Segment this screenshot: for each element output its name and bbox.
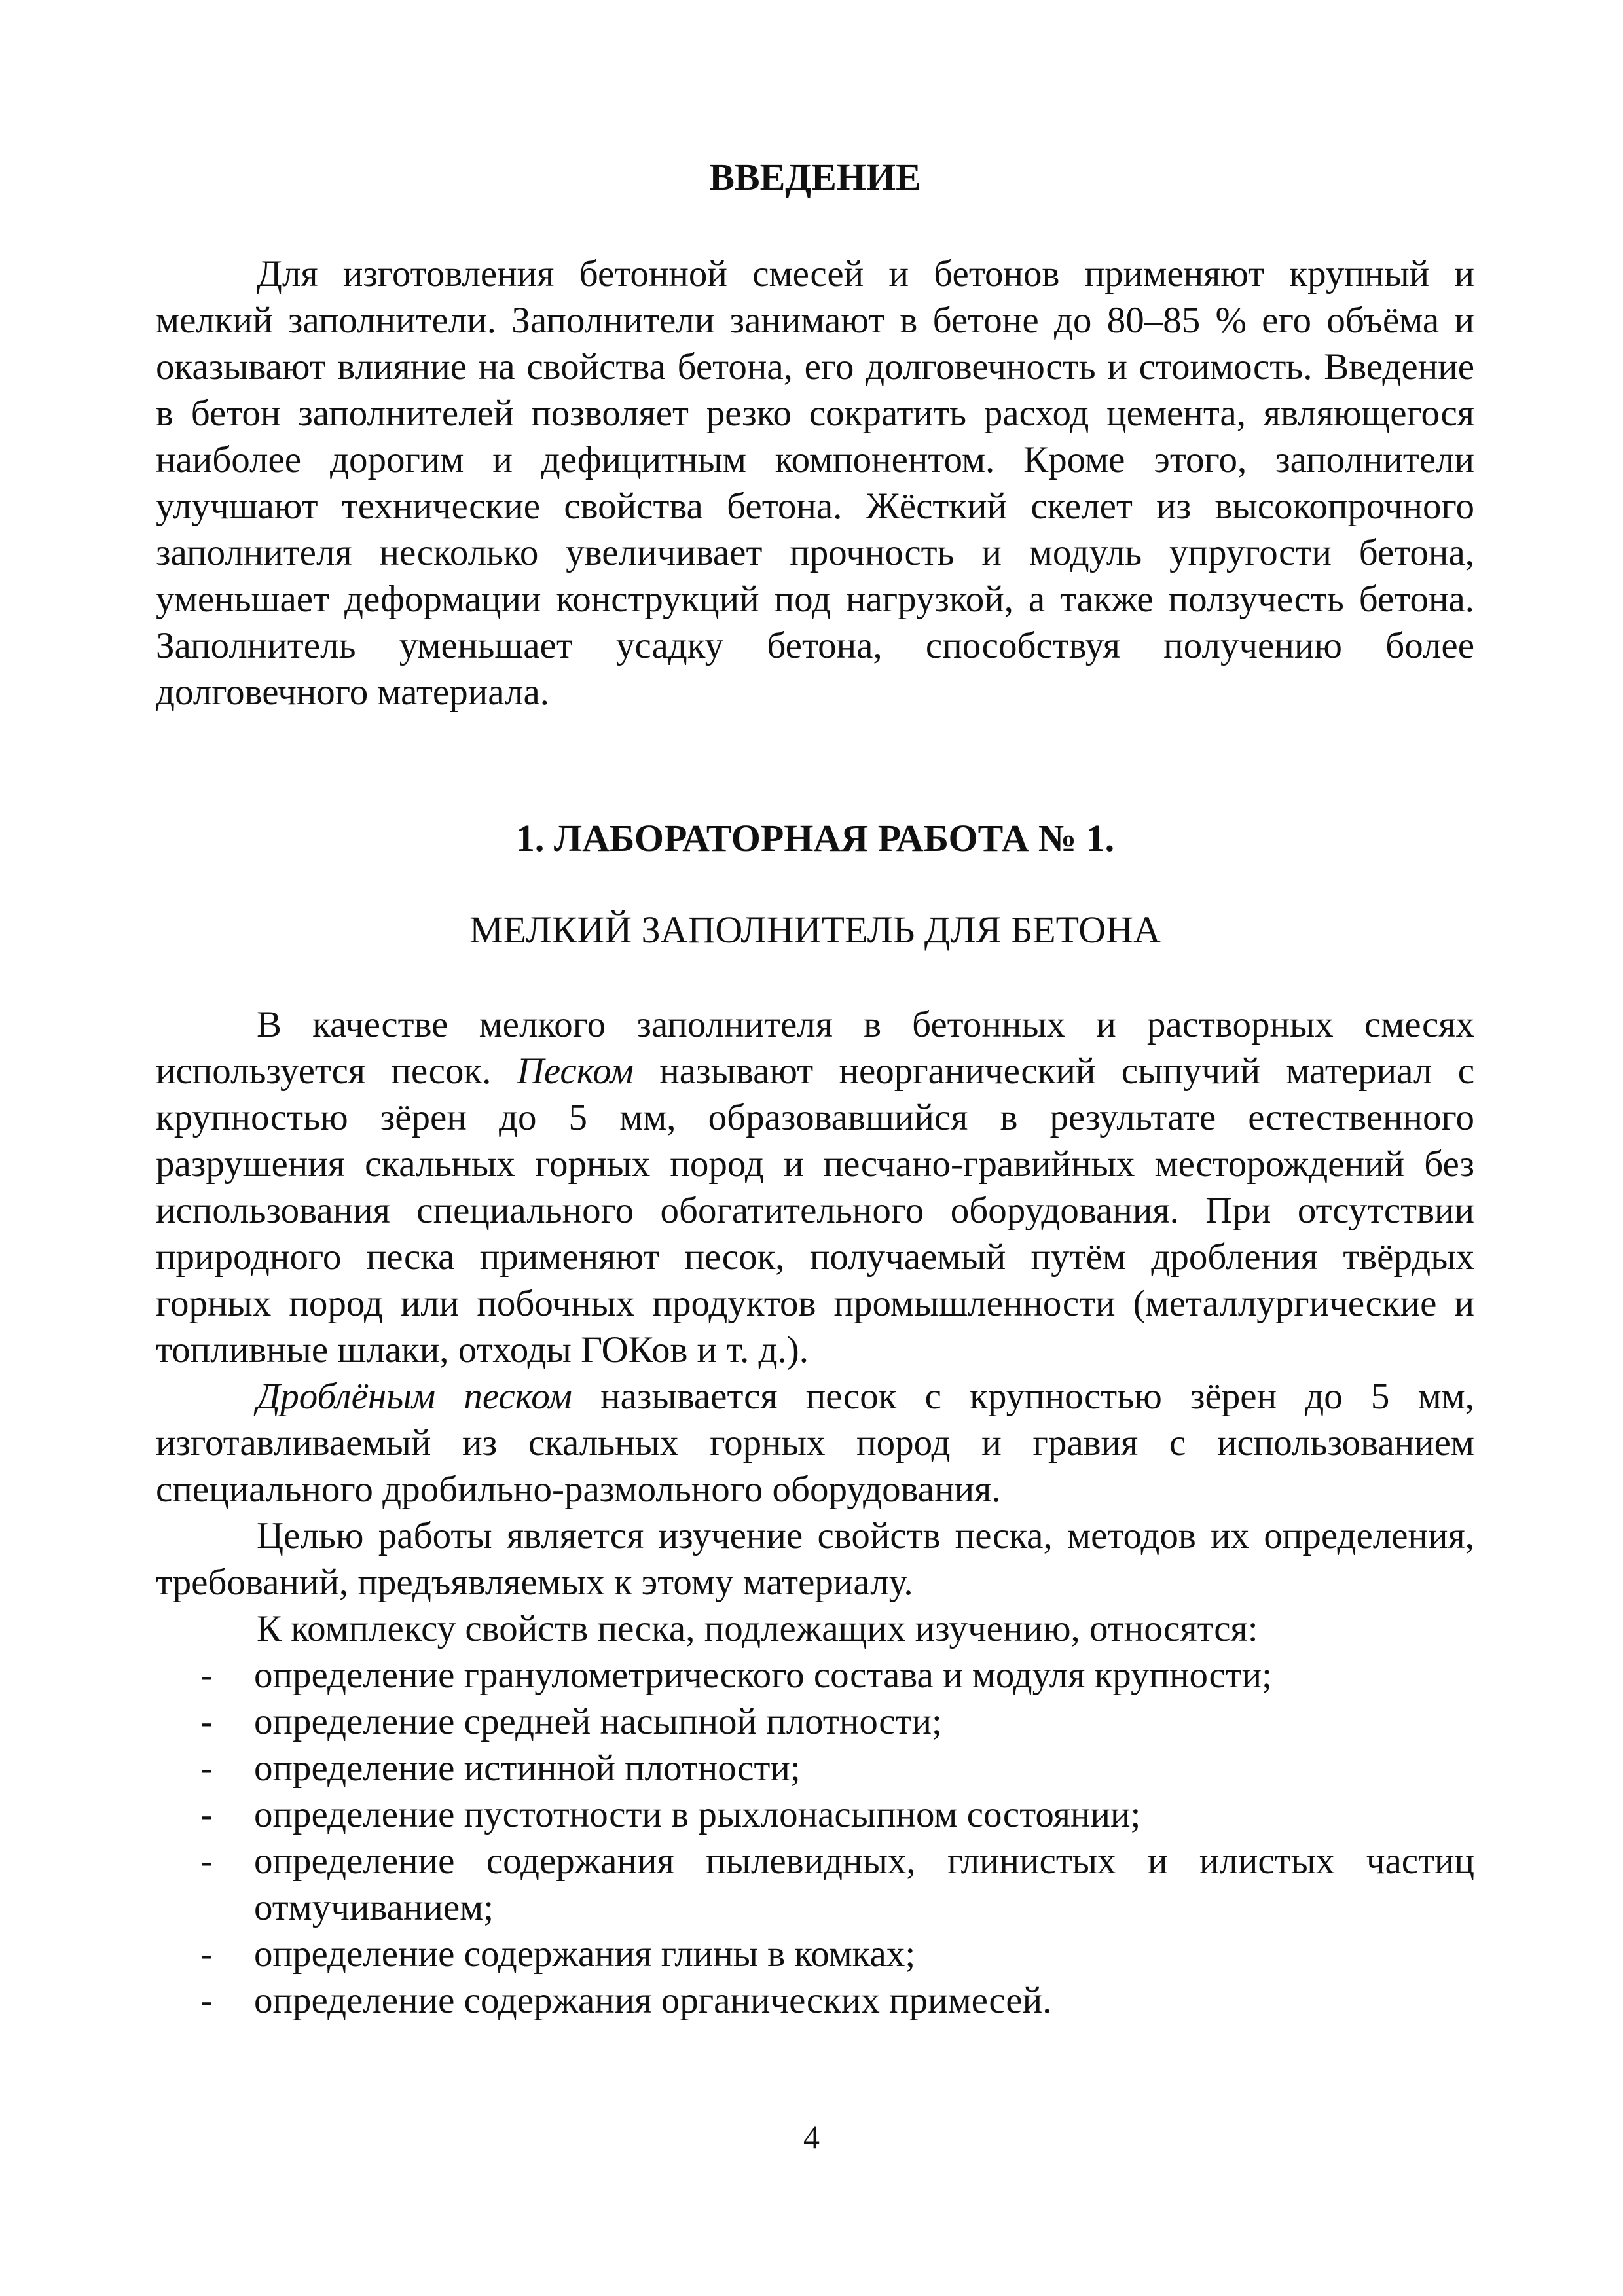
list-item: - определение истинной плотности; <box>156 1745 1474 1791</box>
list-item: - определение содержания глины в комках; <box>156 1931 1474 1977</box>
list-dash: - <box>200 1794 213 1835</box>
intro-section <box>156 251 1474 715</box>
list-dash: - <box>200 1701 213 1742</box>
paragraph-properties-intro: К комплексу свойств песка, подлежащих изучению, относятся: <box>257 1608 1258 1649</box>
paragraph-crushed-sand <box>156 1373 1474 1513</box>
lab-body <box>156 1001 1474 2024</box>
list-dash: - <box>200 1980 213 2021</box>
term-crushed-sand: Дроблёным песком <box>257 1376 572 1417</box>
lab-title: 1. ЛАБОРАТОРНАЯ РАБОТА № 1. <box>515 817 1115 859</box>
list-dash: - <box>200 1655 213 1696</box>
p1-rest: называют неорганический сыпучий материал с крупностью зёрен до 5 мм, образовавшийся в результате естественного разрушения скальных горных пород и песчано-гравийных месторождений без использования специального обогатительного оборудования. При отсутствии природного песка применяют песок, получаемый путём дробления твёрдых горных пород или побочных продуктов промышленности (металлургические и топливные шлаки, отходы ГОКов и т. д.). <box>156 1050 1475 1371</box>
term-sand: Песком <box>517 1050 634 1092</box>
list-item: - определение пустотности в рыхлонасыпном состоянии; <box>156 1791 1474 1838</box>
list-item: - определение содержания органических примесей. <box>156 1977 1474 2024</box>
list-dash: - <box>200 1933 213 1975</box>
properties-list <box>156 1652 1474 2024</box>
list-item: - определение средней насыпной плотности; <box>156 1698 1474 1745</box>
paragraph-goal: Целью работы является изучение свойств песка, методов их определения, требований, предъявляемых к этому материалу. <box>156 1515 1474 1603</box>
lab-subtitle: МЕЛКИЙ ЗАПОЛНИТЕЛЬ ДЛЯ БЕТОНА <box>469 908 1161 951</box>
list-item: - определение содержания пылевидных, глинистых и илистых частиц отмучиванием; <box>156 1838 1474 1931</box>
intro-paragraph: Для изготовления бетонной смесей и бетонов применяют крупный и мелкий заполнители. Заполнители занимают в бетоне до 80–85 % его объёма и оказывают влияние на свойства бетона, его долговечность и стоимость. Введение в бетон заполнителей позволяет резко сократить расход цемента, являющегося наиболее дорогим и дефицитным компонентом. Кроме этого, заполнители улучшают технические свойства бетона. Жёсткий скелет из высокопрочного заполнителя несколько увеличивает прочность и модуль упругости бетона, уменьшает деформации конструкций под нагрузкой, а также ползучесть бетона. Заполнитель уменьшает усадку бетона, способствуя получению более долговечного материала. <box>156 253 1474 713</box>
p1-start: В качестве мелкого заполнителя в бетонных и растворных смесях используется песок. <box>156 1004 1474 1092</box>
p2-rest: называется песок с крупностью зёрен до 5 мм, изготавливаемый из скальных горных пород и гравия с использованием специального дробильно-размольного оборудования. <box>156 1376 1475 1510</box>
list-dash: - <box>200 1748 213 1789</box>
list-item: - определение гранулометрического состава и модуля крупности; <box>156 1652 1474 1698</box>
page-number: 4 <box>803 2119 820 2155</box>
intro-title: ВВЕДЕНИЕ <box>709 156 921 198</box>
paragraph-sand-definition <box>156 1001 1474 1373</box>
list-dash: - <box>200 1840 213 1882</box>
